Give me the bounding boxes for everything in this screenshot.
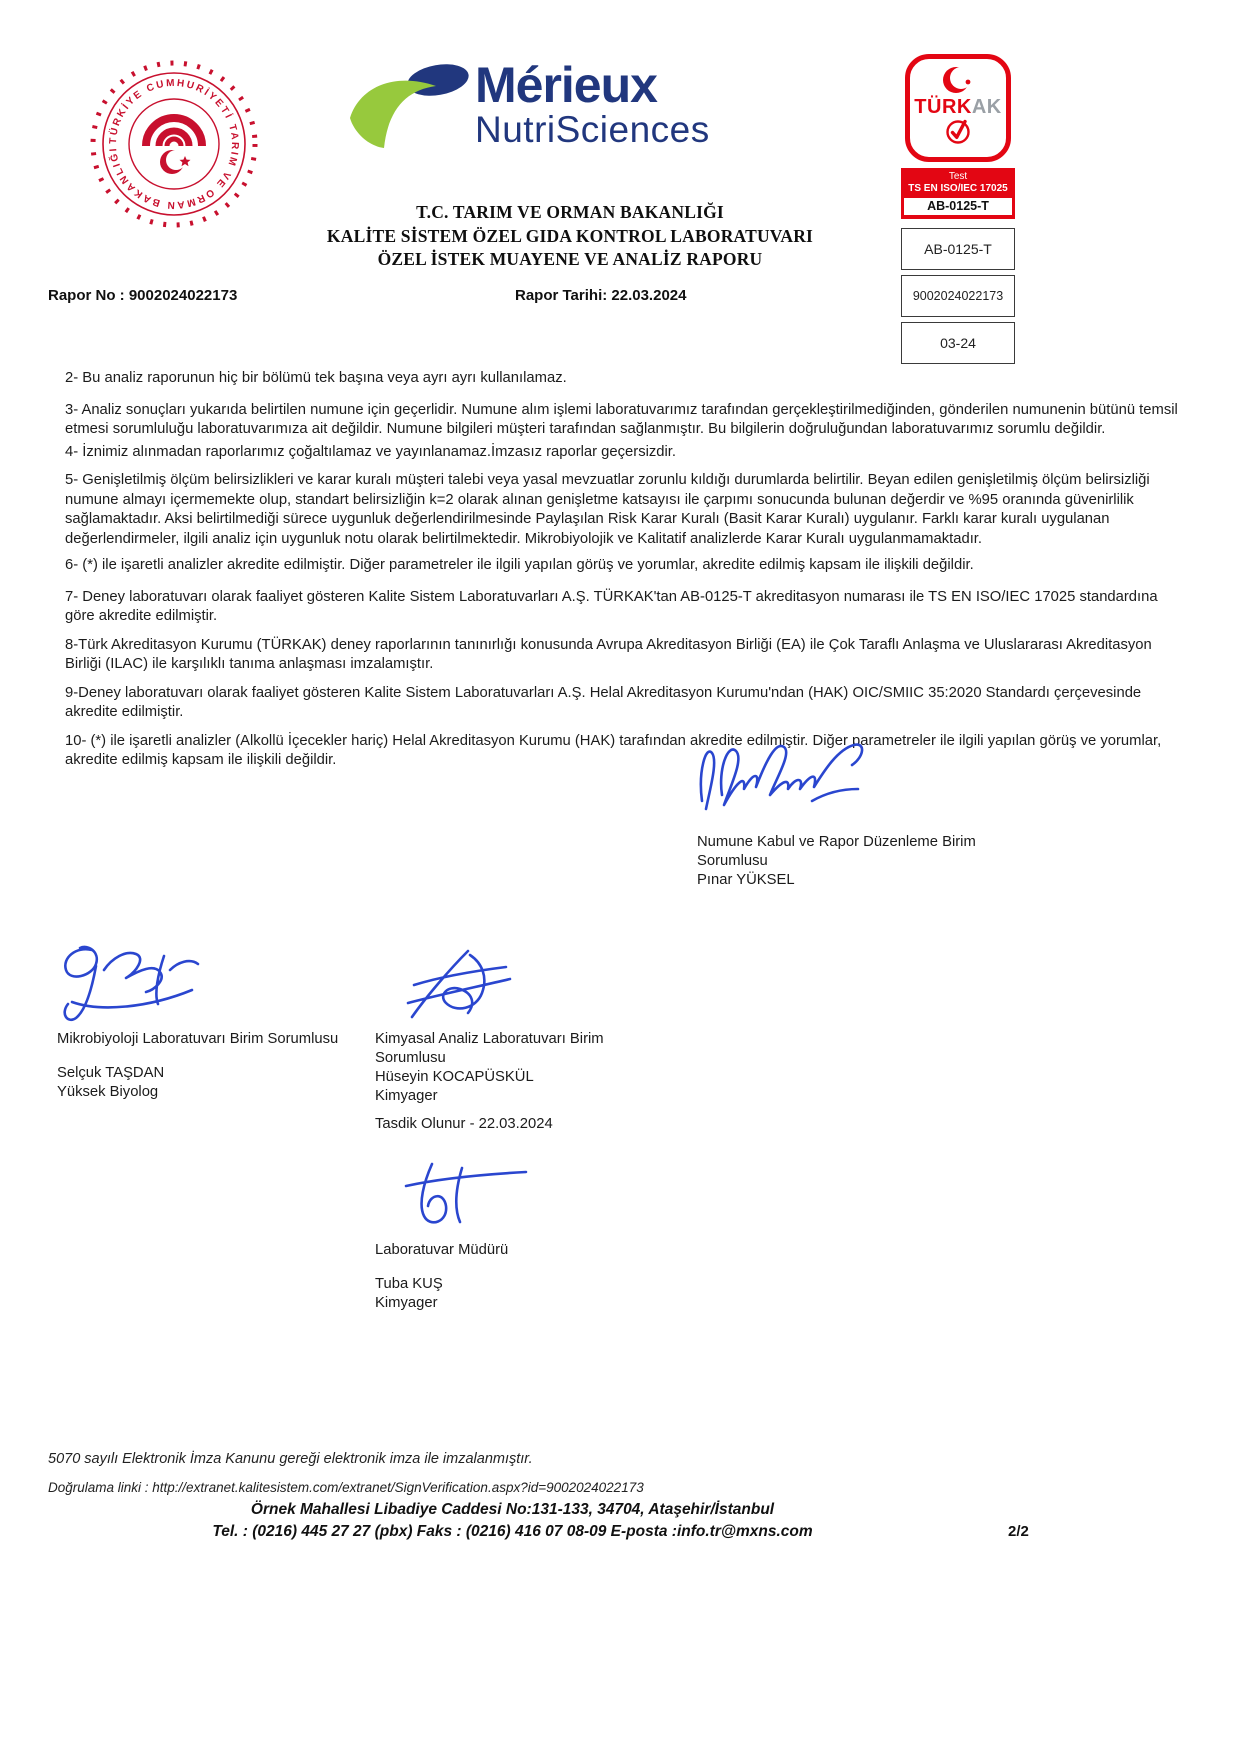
signatory-block-chemistry: [375, 1030, 620, 1106]
merieux-nutrisciences-logo: [346, 57, 710, 152]
nutrisciences-wordmark: NutriSciences: [475, 109, 710, 150]
accreditation-standard: TS EN ISO/IEC 17025: [908, 183, 1008, 194]
signature-selcuk-tasdan: [52, 936, 217, 1036]
signatory-block-director: [375, 1241, 625, 1313]
signatory-title: Numune Kabul ve Rapor Düzenleme Birim Sorumlusu: [697, 834, 976, 869]
signatory-name: Tuba KUŞ: [375, 1276, 443, 1292]
report-title: [190, 201, 950, 272]
signature-ink-icon: [52, 936, 217, 1031]
signatory-name: Pınar YÜKSEL: [697, 872, 795, 888]
turkak-logo: [905, 54, 1011, 162]
signatory-block-report-officer: [697, 833, 997, 890]
note-7: 7- Deney laboratuvarı olarak faaliyet gösteren Kalite Sistem Laboratuvarları A.Ş. TÜRKAK'tan AB-0125-T akreditasyon numarası ile TS EN ISO/IEC 17025 standardına göre akredite edilmiştir.: [65, 588, 1158, 624]
note-9: 9-Deney laboratuvarı olarak faaliyet gösteren Kalite Sistem Laboratuvarları A.Ş. Helal Akreditasyon Kurumu'ndan (HAK) OIC/SMIIC 35:2020 Standardı çerçevesinde akredite edilmiştir.: [65, 684, 1142, 720]
crescent-star-icon: [941, 64, 975, 96]
signature-ink-icon: [398, 943, 523, 1028]
merieux-swoosh-icon: [346, 60, 471, 152]
report-meta: [48, 287, 1178, 304]
lab-contact: Tel. : (0216) 445 27 27 (pbx) Faks : (0216) 416 07 08-09 E-posta :info.tr@mxns.com: [212, 1523, 813, 1540]
signature-tuba-kus: [398, 1148, 533, 1238]
accreditation-no-box: AB-0125-T: [901, 228, 1015, 270]
signature-huseyin-kocapuskul: [398, 943, 523, 1033]
merieux-wordmark: Mérieux: [475, 57, 657, 113]
signatory-name: Hüseyin KOCAPÜSKÜL: [375, 1069, 534, 1085]
signatory-block-microbiology: [57, 1030, 387, 1102]
accreditation-number: AB-0125-T: [904, 198, 1012, 215]
turkak-wordmark-turk: TÜRK: [914, 96, 972, 118]
approval-line: Tasdik Olunur - 22.03.2024: [375, 1116, 553, 1132]
signature-ink-icon: [692, 731, 877, 826]
verification-link[interactable]: Doğrulama linki : http://extranet.kalitesistem.com/extranet/SignVerification.aspx?id=9002024022173: [48, 1480, 644, 1495]
report-date: Rapor Tarihi: 22.03.2024: [515, 287, 687, 304]
note-4: 4- İznimiz alınmadan raporlarımız çoğaltılamaz ve yayınlanamaz.İmzasız raporlar geçersizdir.: [65, 443, 677, 460]
note-6: 6- (*) ile işaretli analizler akredite edilmiştir. Diğer parametreler ile ilgili yapılan görüş ve yorumlar, akredite edilmiş kapsam ile ilişkili değildir.: [65, 557, 974, 573]
svg-text:TÜRKİYE CUMHURİYETİ TARIM VE O: [106, 78, 240, 210]
signatory-title: Mikrobiyoloji Laboratuvarı Birim Sorumlusu: [57, 1031, 339, 1047]
signatory-role: Kimyager: [375, 1088, 438, 1104]
signatory-title: Kimyasal Analiz Laboratuvarı Birim Sorumlusu: [375, 1031, 604, 1066]
signatory-role: Yüksek Biyolog: [57, 1084, 159, 1100]
ministry-ring-text: TÜRKİYE CUMHURİYETİ TARIM VE ORMAN BAKANLIĞI: [107, 77, 241, 211]
turkak-wordmark: [914, 97, 1001, 117]
note-8: 8-Türk Akreditasyon Kurumu (TÜRKAK) deney raporlarının tanınırlığı konusunda Avrupa Akreditasyon Birliği (EA) ile Çok Taraflı Anlaşma ve Uluslararası Akreditasyon Birliği (ILAC) ile karşılıklı tanıma anlaşması imzalamıştır.: [65, 636, 1152, 672]
note-5: 5- Genişletilmiş ölçüm belirsizlikleri ve karar kuralı müşteri talebi veya yasal mevzuatlar zorunlu kıldığı durumlarda belirtilir. Beyan edilen genişletilmiş ölçüm belirsizliği numune almayı içermemekte olup, standart belirsizliğin k=2 olarak alınan genişletme katsayısı ile çarpımı sonucunda bulunan değerdir ve %95 oranında güvenirlilik sağlamaktadır. Aksi belirtilmediği sürece uygunluk değerlendirilmesinde Paylaşılan Risk Karar Kuralı (Basit Karar Kuralı) uygulanır. Farklı karar kuralı uygulanan değerlendirmeler, ilgili analiz için uygunluk notu olarak belirtilmektedir. Mikrobiyolojik ve Kalitatif analizlerde Karar Kuralı uygulanmamaktadır.: [65, 472, 1150, 547]
notes-section: [65, 369, 1180, 771]
period-box: 03-24: [901, 322, 1015, 364]
signatory-role: Kimyager: [375, 1295, 438, 1311]
checkmark-icon: [943, 117, 973, 145]
lab-address: Örnek Mahallesi Libadiye Caddesi No:131-133, 34704, Ataşehir/İstanbul: [250, 1501, 775, 1518]
report-no-box: 9002024022173: [901, 275, 1015, 317]
turkak-wordmark-ak: AK: [971, 96, 1002, 118]
note-2: 2- Bu analiz raporunun hiç bir bölümü tek başına veya ayrı ayrı kullanılamaz.: [65, 370, 567, 386]
title-line-report-type: ÖZEL İSTEK MUAYENE VE ANALİZ RAPORU: [377, 249, 763, 269]
report-number: Rapor No : 9002024022173: [48, 287, 238, 304]
esignature-note: 5070 sayılı Elektronik İmza Kanunu gereği elektronik imza ile imzalanmıştır.: [48, 1451, 533, 1467]
signature-ink-icon: [398, 1148, 533, 1233]
signature-pinar-yuksel: [692, 731, 877, 831]
note-3: 3- Analiz sonuçları yukarıda belirtilen numune için geçerlidir. Numune alım işlemi laboratuvarımız tarafından gerçekleştirilmediğinden, gönderilen numunenin bütünü temsil etmesi sorumluluğu laboratuvarımıza ait değildir. Numune bilgileri müşteri tarafından sağlanmıştır. Bu bilgilerin doğruluğundan laboratuvarımız sorumlu değildir.: [65, 401, 1178, 437]
note-10: 10- (*) ile işaretli analizler (Alkollü İçecekler hariç) Helal Akreditasyon Kurumu (HAK) tarafından akredite edilmiştir. Diğer parametreler ile ilgili yapılan görüş ve yorumlar, akredite edilmiş kapsam ile ilişkili değildir.: [65, 732, 1162, 768]
title-line-ministry: T.C. TARIM VE ORMAN BAKANLIĞI: [416, 202, 724, 222]
signatory-title: Laboratuvar Müdürü: [375, 1242, 509, 1258]
signatory-name: Selçuk TAŞDAN: [57, 1065, 165, 1081]
title-line-laboratory: KALİTE SİSTEM ÖZEL GIDA KONTROL LABORATUVARI: [326, 225, 814, 246]
page-number: 2/2: [1008, 1523, 1029, 1540]
accreditation-test-label: Test: [948, 171, 968, 182]
